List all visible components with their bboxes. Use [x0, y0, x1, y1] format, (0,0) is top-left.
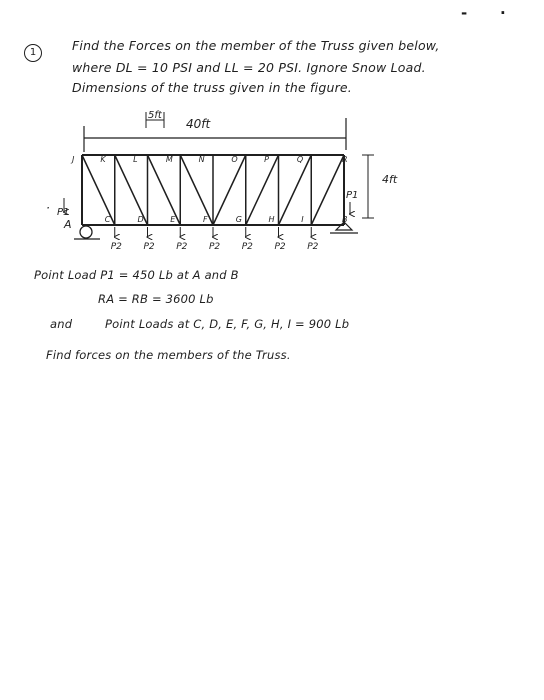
- top-joint-label: J: [72, 155, 75, 164]
- load-p1-right-label: P1: [346, 190, 359, 201]
- note-point-loads-rest: Point Loads at C, D, E, F, G, H, I = 900 Lb: [105, 317, 350, 331]
- note-and: and: [50, 317, 73, 331]
- load-p1-left-label: P1: [57, 207, 70, 218]
- top-joint-labels: [70, 155, 348, 164]
- top-joint-label: M: [165, 155, 173, 164]
- dim-height-label: 4ft: [382, 173, 398, 186]
- problem-line-2: where DL = 10 PSI and LL = 20 PSI. Ignore Snow Load.: [72, 60, 426, 75]
- diagonal-member: [180, 155, 213, 225]
- top-joint-label: O: [231, 155, 238, 164]
- bottom-joint-label: G: [235, 215, 242, 224]
- load-p2-label: P2: [209, 242, 221, 252]
- support-label-a: A: [64, 218, 72, 231]
- bottom-joint-label: F: [203, 215, 208, 224]
- bottom-joint-label: C: [104, 215, 111, 224]
- diagonal-member: [311, 155, 344, 225]
- load-p2-label: P2: [274, 242, 286, 252]
- top-joint-label: K: [100, 155, 106, 164]
- top-joint-label: P: [264, 155, 269, 164]
- dim-panel-label: 5ft: [148, 110, 162, 121]
- load-p2-label: P2: [143, 242, 155, 252]
- corner-dot: ·: [500, 4, 506, 22]
- left-dot: ·: [46, 201, 50, 215]
- dim-total-label: 40ft: [186, 117, 211, 131]
- bottom-joint-label: B: [342, 215, 348, 224]
- note-find: Find forces on the members of the Truss.: [46, 348, 291, 362]
- note-reactions: RA = RB = 3600 Lb: [98, 292, 214, 306]
- pin-support-a: [80, 226, 92, 238]
- problem-line-1: Find the Forces on the member of the Truss given below,: [72, 38, 440, 53]
- load-p2-label: P2: [241, 242, 253, 252]
- top-joint-label: N: [198, 155, 205, 164]
- diagonal-member: [279, 155, 312, 225]
- web-members: [82, 155, 344, 225]
- load-p2-label: P2: [307, 242, 319, 252]
- corner-dash: -: [461, 4, 468, 22]
- problem-line-3: Dimensions of the truss given in the figure.: [72, 80, 352, 95]
- load-p2-label: P2: [110, 242, 122, 252]
- bottom-point-loads: [111, 227, 319, 252]
- bottom-joint-label: I: [301, 215, 304, 224]
- note-point-load: Point Load P1 = 450 Lb at A and B: [34, 268, 239, 282]
- top-joint-label: R: [342, 155, 348, 164]
- bottom-joint-label: D: [137, 215, 144, 224]
- load-p2-label: P2: [176, 242, 188, 252]
- problem-number: 1: [24, 44, 42, 62]
- diagonal-member: [148, 155, 181, 225]
- top-joint-label: Q: [296, 155, 304, 164]
- bottom-joint-label: H: [268, 215, 275, 224]
- top-joint-label: L: [133, 155, 138, 164]
- bottom-joint-label: E: [170, 215, 176, 224]
